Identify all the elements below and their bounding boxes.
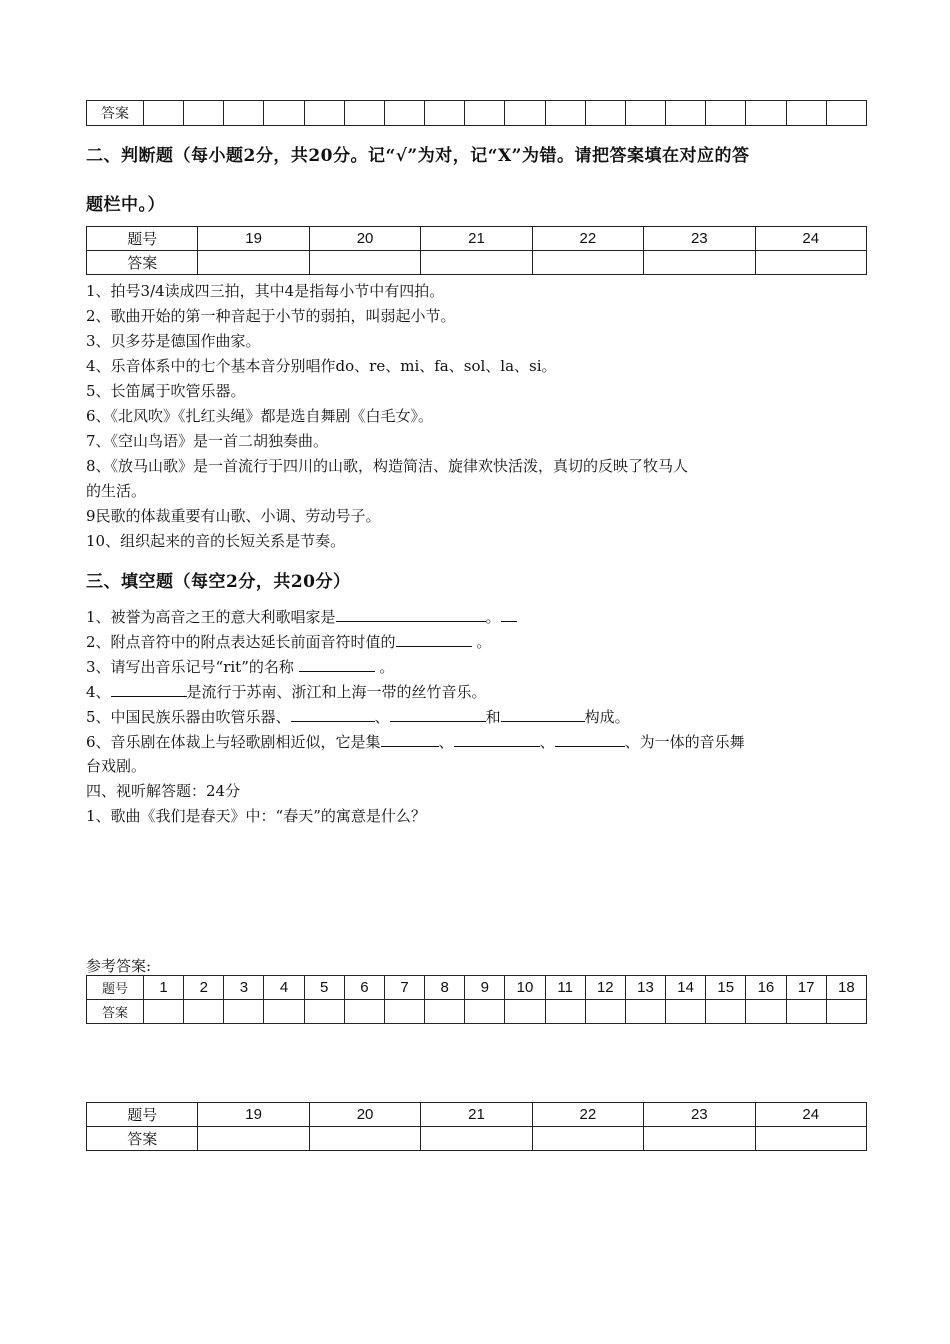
fill-blank[interactable]: [454, 729, 540, 747]
fill-question-6: [86, 729, 871, 755]
number-header-label: 题号: [87, 1103, 198, 1127]
answer-label: 答案: [87, 101, 144, 126]
answer-cell[interactable]: [198, 251, 309, 275]
answer-cell[interactable]: [309, 1127, 420, 1151]
answer-cell[interactable]: [666, 1000, 706, 1024]
question-number: 8: [425, 976, 465, 1000]
answer-cell[interactable]: [666, 101, 706, 126]
judgment-item: 7、《空山鸟语》是一首二胡独奏曲。: [86, 432, 329, 450]
fill-text: 、为一体的音乐舞: [624, 733, 745, 751]
table-row: [87, 1000, 867, 1024]
reference-label: 参考答案:: [86, 957, 152, 975]
fill-text: 6、音乐剧在体裁上与轻歌剧相近似，它是集: [86, 733, 381, 751]
answer-cell[interactable]: [786, 101, 826, 126]
fill-text: 2、附点音符中的附点表达延长前面音符时值的: [86, 633, 396, 651]
question-number: 20: [309, 1103, 420, 1127]
table-row: [87, 1127, 867, 1151]
section2-title-line2: 题栏中。）: [86, 195, 165, 215]
fill-text: 构成。: [584, 708, 630, 726]
question-number: 10: [505, 976, 545, 1000]
answer-cell[interactable]: [309, 251, 420, 275]
fill-question-5: [86, 704, 871, 730]
answer-cell[interactable]: [505, 1000, 545, 1024]
fill-blank[interactable]: [291, 704, 375, 722]
answer-cell[interactable]: [344, 101, 384, 126]
question-number: 2: [184, 976, 224, 1000]
answer-cell[interactable]: [344, 1000, 384, 1024]
question-number: 11: [545, 976, 585, 1000]
fill-text: 和: [485, 708, 501, 726]
fill-text: 3、请写出音乐记号“rit”的名称: [86, 658, 299, 676]
answer-cell[interactable]: [425, 101, 465, 126]
table-row: [87, 976, 867, 1000]
answer-label: 答案: [87, 251, 198, 275]
question-number: 16: [746, 976, 786, 1000]
question-number: 4: [264, 976, 304, 1000]
judgment-item: 10、组织起来的音的长短关系是节奏。: [86, 532, 346, 550]
reference-table-2: [86, 1102, 867, 1151]
number-header-label: 题号: [87, 976, 144, 1000]
fill-blank[interactable]: [501, 704, 585, 722]
answer-cell[interactable]: [625, 101, 665, 126]
judgment-item: 9民歌的体裁重要有山歌、小调、劳动号子。: [86, 507, 381, 525]
fill-question-6-cont: 台戏剧。: [86, 757, 147, 775]
fill-text: 、: [374, 708, 390, 726]
fill-question-2: [86, 629, 871, 655]
question-number: 18: [826, 976, 866, 1000]
answer-cell[interactable]: [625, 1000, 665, 1024]
judgment-item: 1、拍号3/4读成四三拍，其中4是指每小节中有四拍。: [86, 282, 445, 300]
fill-blank[interactable]: [336, 604, 486, 622]
judgment-item: 的生活。: [86, 482, 147, 500]
answer-cell[interactable]: [465, 101, 505, 126]
answer-cell[interactable]: [545, 1000, 585, 1024]
answer-cell[interactable]: [304, 1000, 344, 1024]
answer-cell[interactable]: [585, 101, 625, 126]
question-number: 24: [755, 227, 866, 251]
fill-question-3: [86, 654, 871, 680]
fill-text: 4、: [86, 683, 111, 701]
fill-text: 。: [485, 608, 501, 626]
question-number: 22: [532, 1103, 643, 1127]
answer-cell[interactable]: [198, 1127, 309, 1151]
answer-cell[interactable]: [264, 1000, 304, 1024]
answer-cell[interactable]: [585, 1000, 625, 1024]
question-number: 21: [421, 227, 532, 251]
answer-cell[interactable]: [224, 101, 264, 126]
judgment-item: 8、《放马山歌》是一首流行于四川的山歌，构造简洁、旋律欢快活泼，真切的反映了牧马人: [86, 457, 689, 475]
question-number: 24: [755, 1103, 866, 1127]
answer-cell[interactable]: [746, 101, 786, 126]
fill-text: 是流行于苏南、浙江和上海一带的丝竹音乐。: [186, 683, 487, 701]
reference-table-1: [86, 975, 867, 1024]
answer-cell[interactable]: [421, 251, 532, 275]
answer-cell[interactable]: [786, 1000, 826, 1024]
fill-question-4: [86, 679, 871, 705]
fill-text: 1、被誉为高音之王的意大利歌唱家是: [86, 608, 336, 626]
section2-answer-table: [86, 226, 867, 275]
question-number: 20: [309, 227, 420, 251]
table-row: [87, 101, 867, 126]
answer-cell[interactable]: [224, 1000, 264, 1024]
question-number: 23: [644, 227, 755, 251]
question-number: 7: [384, 976, 424, 1000]
question-number: 19: [198, 227, 309, 251]
fill-text: 。: [471, 633, 492, 651]
answer-cell[interactable]: [384, 101, 424, 126]
fill-question-1: [86, 604, 871, 630]
judgment-item: 5、长笛属于吹管乐器。: [86, 382, 246, 400]
answer-cell[interactable]: [826, 1000, 866, 1024]
answer-cell[interactable]: [644, 1127, 755, 1151]
question-number: 15: [706, 976, 746, 1000]
section3-title: 三、填空题（每空2分，共20分）: [86, 572, 351, 592]
answer-cell[interactable]: [421, 1127, 532, 1151]
judgment-item: 6、《北风吹》《扎红头绳》都是选自舞剧《白毛女》。: [86, 407, 434, 425]
answer-cell[interactable]: [755, 251, 866, 275]
question-number: 12: [585, 976, 625, 1000]
question-number: 1: [144, 976, 184, 1000]
judgment-item: 2、歌曲开始的第一种音起于小节的弱拍，叫弱起小节。: [86, 307, 456, 325]
fill-text: 、: [438, 733, 454, 751]
fill-blank[interactable]: [299, 654, 375, 672]
answer-cell[interactable]: [826, 101, 866, 126]
answer-cell[interactable]: [644, 251, 755, 275]
question-number: 23: [644, 1103, 755, 1127]
fill-blank[interactable]: [396, 629, 472, 647]
fill-text: 5、中国民族乐器由吹管乐器、: [86, 708, 291, 726]
question-number: 19: [198, 1103, 309, 1127]
answer-cell[interactable]: [706, 101, 746, 126]
top-answer-table: [86, 100, 867, 126]
answer-cell[interactable]: [184, 1000, 224, 1024]
table-row: [87, 227, 867, 251]
table-row: [87, 1103, 867, 1127]
fill-blank[interactable]: [390, 704, 486, 722]
answer-cell[interactable]: [184, 101, 224, 126]
answer-label: 答案: [87, 1127, 198, 1151]
fill-text: 。: [374, 658, 395, 676]
fill-text: 、: [539, 733, 555, 751]
section4-title: 四、视听解答题：24分: [86, 782, 241, 800]
answer-cell[interactable]: [505, 101, 545, 126]
answer-cell[interactable]: [545, 101, 585, 126]
answer-cell[interactable]: [425, 1000, 465, 1024]
fill-blank[interactable]: [555, 729, 625, 747]
question-number: 22: [532, 227, 643, 251]
answer-cell[interactable]: [465, 1000, 505, 1024]
question-number: 3: [224, 976, 264, 1000]
judgment-item: 3、贝多芬是德国作曲家。: [86, 332, 261, 350]
question-number: 6: [344, 976, 384, 1000]
question-number: 14: [666, 976, 706, 1000]
fill-blank[interactable]: [381, 729, 439, 747]
answer-cell[interactable]: [746, 1000, 786, 1024]
answer-cell[interactable]: [304, 101, 344, 126]
question-number: 21: [421, 1103, 532, 1127]
fill-blank-underline: [501, 604, 517, 622]
judgment-item: 4、乐音体系中的七个基本音分别唱作do、re、mi、fa、sol、la、si。: [86, 357, 557, 375]
answer-cell[interactable]: [706, 1000, 746, 1024]
table-row: [87, 251, 867, 275]
listening-question-1: 1、歌曲《我们是春天》中：“春天”的寓意是什么？: [86, 807, 426, 825]
question-number: 17: [786, 976, 826, 1000]
answer-label: 答案: [87, 1000, 144, 1024]
answer-cell[interactable]: [144, 1000, 184, 1024]
question-number: 9: [465, 976, 505, 1000]
answer-cell[interactable]: [264, 101, 304, 126]
section2-title-line1: 二、判断题（每小题2分，共20分。记“√”为对，记“X”为错。请把答案填在对应的答: [86, 146, 750, 166]
fill-blank[interactable]: [111, 679, 187, 697]
answer-cell[interactable]: [532, 1127, 643, 1151]
question-number: 5: [304, 976, 344, 1000]
answer-cell[interactable]: [755, 1127, 866, 1151]
answer-cell[interactable]: [144, 101, 184, 126]
number-header-label: 题号: [87, 227, 198, 251]
question-number: 13: [625, 976, 665, 1000]
answer-cell[interactable]: [532, 251, 643, 275]
answer-cell[interactable]: [384, 1000, 424, 1024]
